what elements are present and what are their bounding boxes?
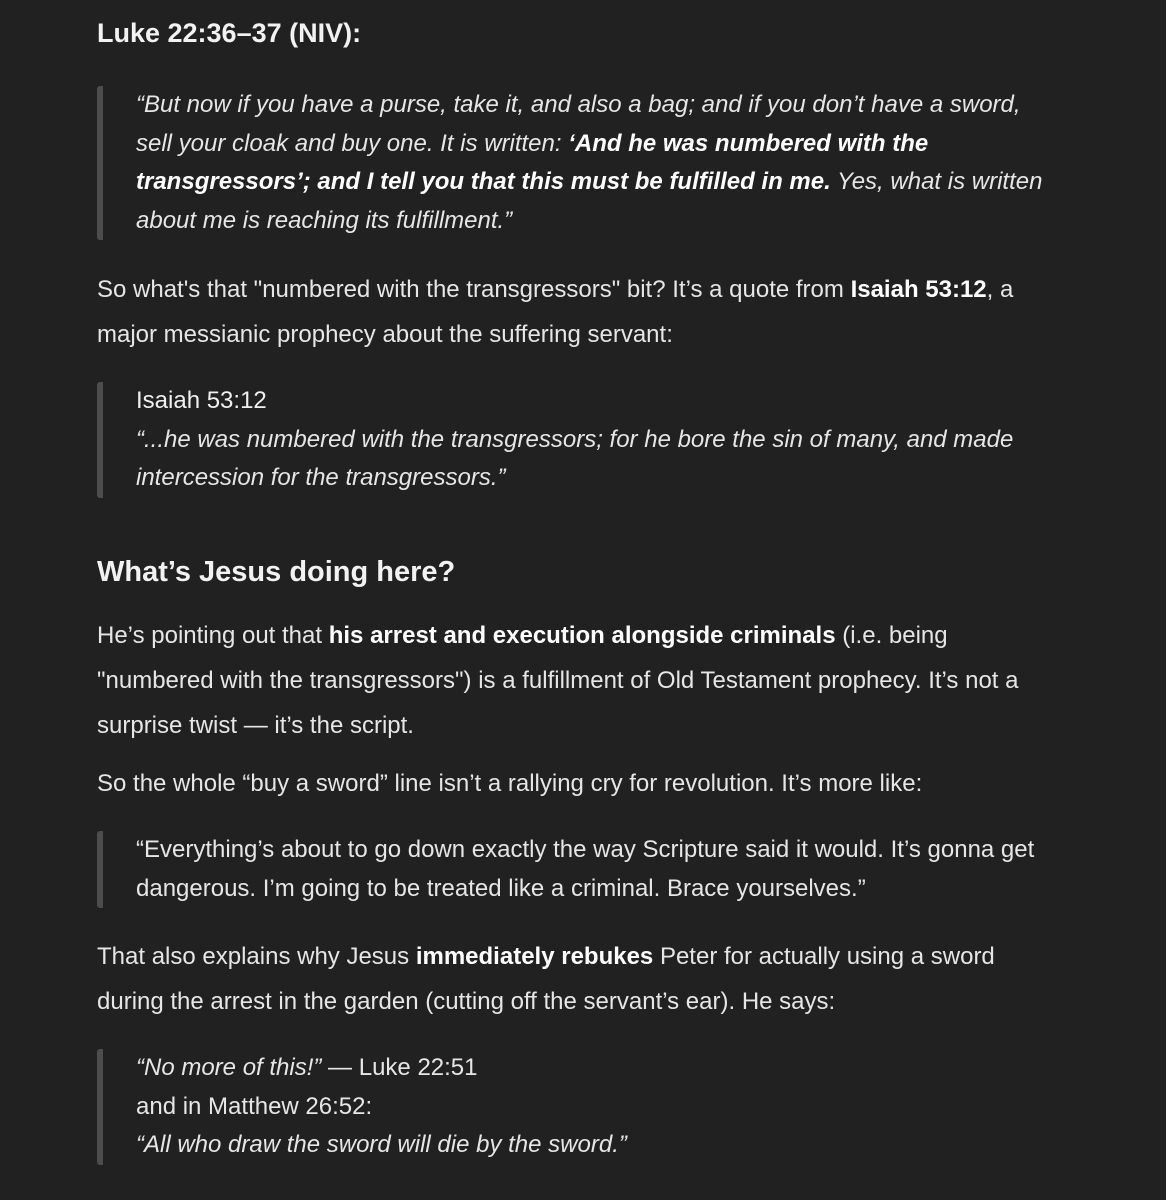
verse-heading: Luke 22:36–37 (NIV): (97, 18, 362, 48)
quote-text: “No more of this!” (136, 1054, 322, 1081)
paragraph-text: , a (986, 276, 1014, 303)
blockquote-isaiah-verse (97, 382, 1137, 498)
paragraph-line: "numbered with the transgressors") is a fulfillment of Old Testament prophecy. It’s not a (97, 667, 1019, 694)
quote-title: Isaiah 53:12 (136, 387, 267, 414)
paragraph-text: So what's that "numbered with the transgressors" bit? It’s a quote from (97, 276, 851, 303)
quote-reference: — Luke 22:51 (321, 1054, 478, 1081)
quote-line: intercession for the transgressors.” (136, 464, 506, 491)
blockquote-paraphrase (97, 831, 1137, 908)
quote-line: and in Matthew 26:52: (136, 1092, 373, 1120)
quote-emphasis: ‘And he was numbered with the (568, 129, 929, 157)
paragraph-bold: his arrest and execution alongside criminals (328, 622, 836, 649)
paragraph-bold: Isaiah 53:12 (850, 276, 987, 303)
paragraph-line: surprise twist — it’s the script. (97, 712, 414, 739)
section-heading: What’s Jesus doing here? (97, 556, 456, 588)
paragraph-line: major messianic prophecy about the suffering servant: (97, 321, 673, 348)
quote-line: dangerous. I’m going to be treated like a criminal. Brace yourselves.” (136, 874, 866, 902)
quote-text: sell your cloak and buy one. It is written: (136, 129, 569, 157)
quote-text: Yes, what is written (830, 168, 1043, 195)
paragraph-text: (i.e. being (835, 622, 948, 649)
quote-line: “Everything’s about to go down exactly the way Scripture said it would. It’s gonna get (136, 836, 1035, 863)
quote-line: “All who draw the sword will die by the sword.” (136, 1131, 627, 1158)
paragraph-line: So the whole “buy a sword” line isn’t a rallying cry for revolution. It’s more like: (97, 770, 923, 797)
paragraph-bold: immediately rebukes (415, 943, 654, 970)
paragraph-text: That also explains why Jesus (97, 943, 416, 970)
blockquote-rebuke-verses (97, 1049, 1137, 1165)
paragraph-sword-line (97, 761, 1127, 806)
paragraph-rebuke (97, 934, 1127, 1024)
paragraph-text: He’s pointing out that (97, 622, 329, 649)
quote-line: “...he was numbered with the transgressors; for he bore the sin of many, and made (136, 425, 1014, 453)
paragraph-line: during the arrest in the garden (cutting off the servant’s ear). He says: (97, 988, 836, 1015)
paragraph-isaiah-intro (97, 267, 1127, 357)
paragraph-explanation (97, 613, 1127, 748)
quote-line: about me is reaching its fulfillment.” (136, 206, 513, 234)
quote-line: “But now if you have a purse, take it, and also a bag; and if you don’t have a sword, (136, 91, 1021, 118)
blockquote-luke-verse (97, 86, 1137, 240)
quote-emphasis: transgressors’; and I tell you that this must be fulfilled in me. (136, 168, 831, 195)
paragraph-text: Peter for actually using a sword (653, 943, 995, 970)
